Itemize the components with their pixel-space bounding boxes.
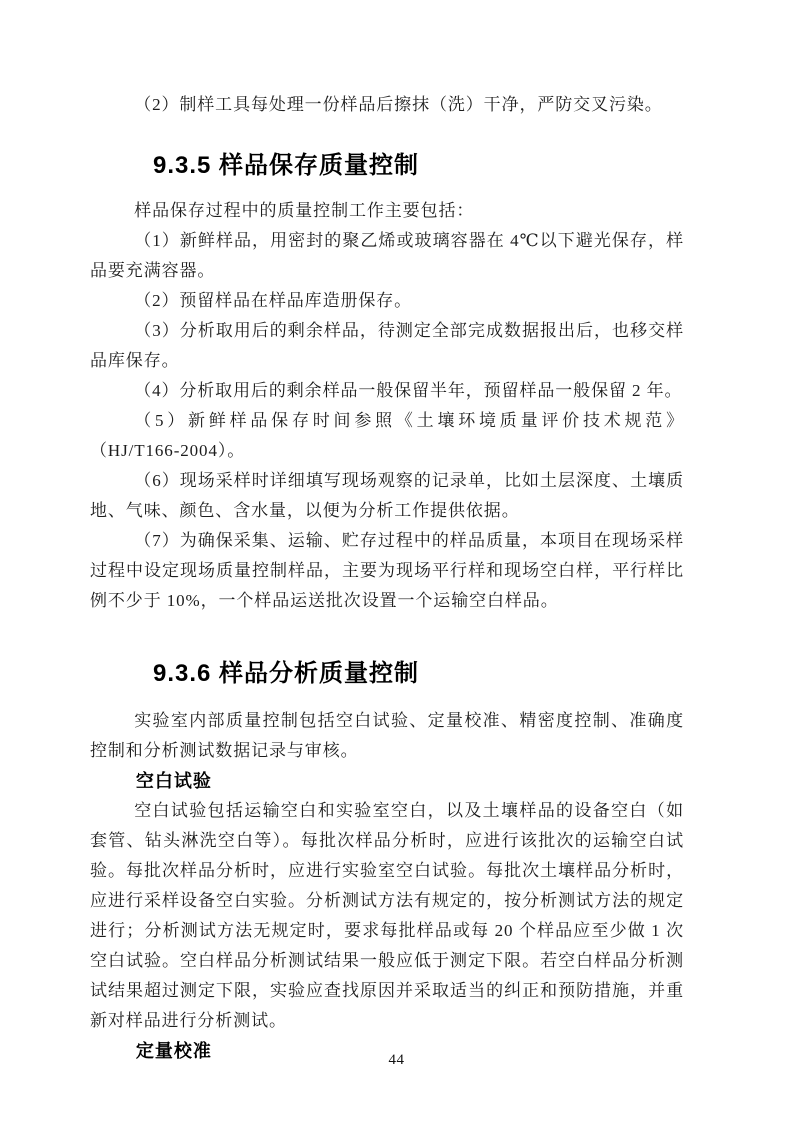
paragraph-preservation-2: （2）预留样品在样品库造册保存。 (134, 291, 413, 310)
paragraph-preservation-6: （6）现场采样时详细填写现场观察的记录单，比如土层深度、土壤质地、气味、颜色、含水量，以便为分析工作提供依据。 (90, 471, 684, 520)
document-content (90, 90, 684, 1066)
subheading-quantitative-calibration: 定量校准 (135, 1041, 212, 1061)
paragraph-analysis-intro: 实验室内部质量控制包括空白试验、定量校准、精密度控制、准确度控制和分析测试数据记录与审核。 (90, 711, 684, 760)
paragraph-preservation-3: （3）分析取用后的剩余样品，待测定全部完成数据报出后，也移交样品库保存。 (90, 321, 684, 370)
paragraph-preservation-1: （1）新鲜样品，用密封的聚乙烯或玻璃容器在 4℃以下避光保存，样品要充满容器。 (90, 231, 684, 280)
section-heading-935: 9.3.5 样品保存质量控制 (153, 152, 420, 179)
subheading-blank-test: 空白试验 (135, 771, 212, 791)
page-number: 44 (388, 1052, 405, 1068)
paragraph-preservation-4: （4）分析取用后的剩余样品一般保留半年，预留样品一般保留 2 年。 (134, 381, 683, 400)
paragraph-preservation-intro: 样品保存过程中的质量控制工作主要包括： (134, 201, 475, 220)
paragraph-blank-test: 空白试验包括运输空白和实验室空白，以及土壤样品的设备空白（如套管、钻头淋洗空白等）。每批次样品分析时，应进行该批次的运输空白试验。每批次样品分析时，应进行实验室空白试验。每批次土壤样品分析时，应进行采样设备空白实验。分析测试方法有规定的，按分析测试方法的规定进行；分析测试方法无规定时，要求每批样品或每 20 个样品应至少做 1 次空白试验。空白样品分析测试结果一般应低于测定下限。若空白样品分析测试结果超过测定下限，实验应查找原因并采取适当的纠正和预防措施，并重新对样品进行分析测试。 (90, 801, 684, 1030)
paragraph-preservation-5: （5）新鲜样品保存时间参照《土壤环境质量评价技术规范》（HJ/T166-2004）。 (90, 411, 684, 460)
paragraph-preservation-7: （7）为确保采集、运输、贮存过程中的样品质量，本项目在现场采样过程中设定现场质量控制样品，主要为现场平行样和现场空白样，平行样比例不少于 10%，一个样品运送批次设置一个运输空白样品。 (90, 531, 684, 610)
section-heading-936: 9.3.6 样品分析质量控制 (153, 660, 420, 687)
paragraph-sample-prep-2: （2）制样工具每处理一份样品后擦抹（洗）干净，严防交叉污染。 (134, 95, 663, 114)
